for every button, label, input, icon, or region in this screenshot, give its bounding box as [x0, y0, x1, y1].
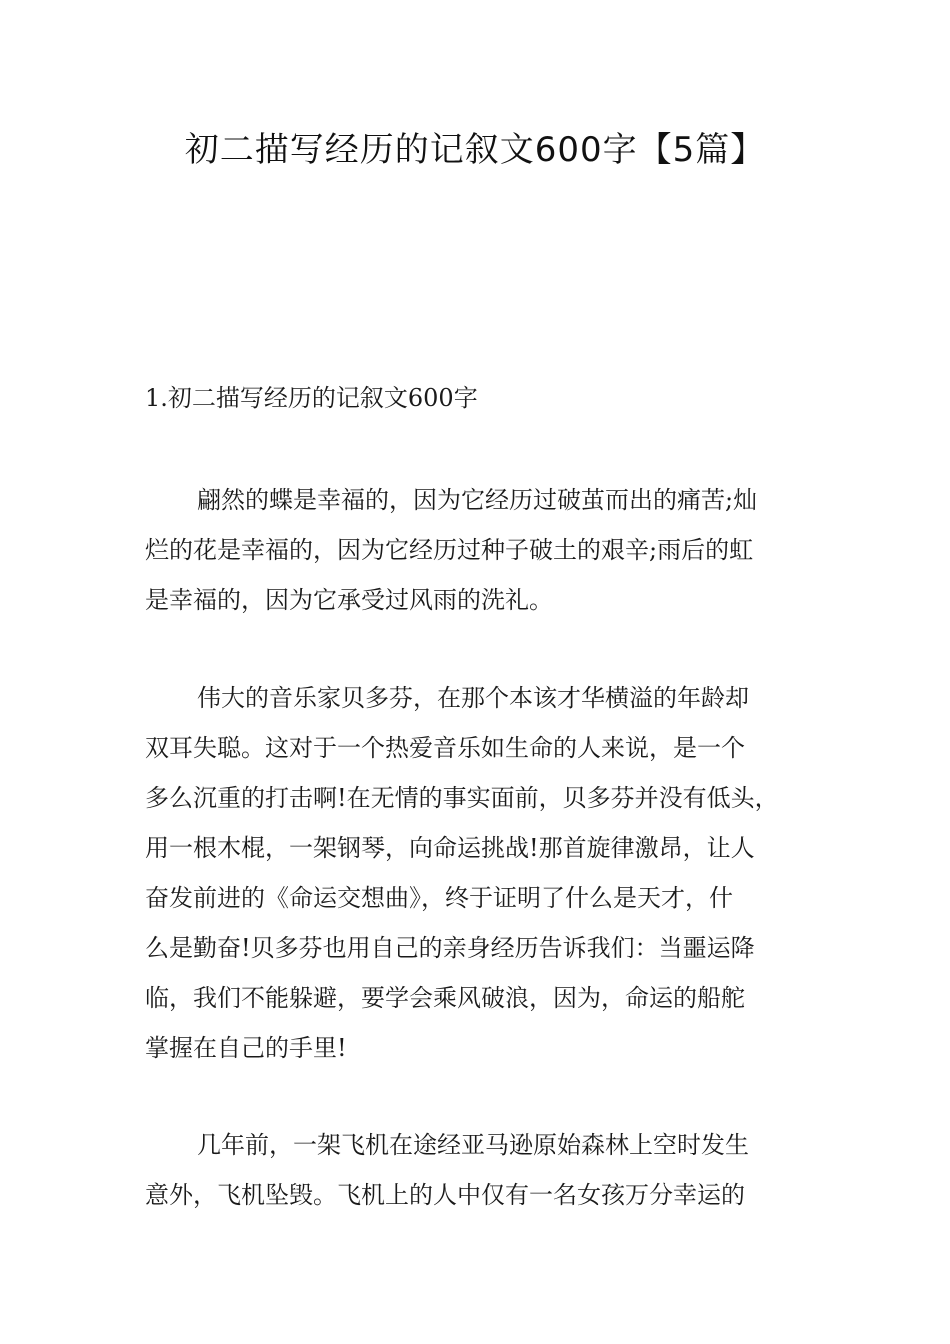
paragraph-line: 掌握在自己的手里!: [145, 1034, 347, 1062]
paragraph-line: 伟大的音乐家贝多芬，在那个本该才华横溢的年龄却: [197, 684, 749, 712]
paragraph-line: 么是勤奋!贝多芬也用自己的亲身经历告诉我们：当噩运降: [145, 934, 755, 962]
paragraph-line: 奋发前进的《命运交想曲》，终于证明了什么是天才，什: [145, 884, 733, 912]
section-heading: 1.初二描写经历的记叙文600字: [145, 384, 478, 412]
paragraph-line: 翩然的蝶是幸福的，因为它经历过破茧而出的痛苦;灿: [197, 486, 758, 514]
paragraph-line: 几年前，一架飞机在途经亚马逊原始森林上空时发生: [197, 1131, 749, 1159]
paragraph-line: 意外，飞机坠毁。飞机上的人中仅有一名女孩万分幸运的: [145, 1181, 745, 1209]
paragraph-beethoven: [145, 673, 825, 1073]
paragraph-line: 用一根木棍，一架钢琴，向命运挑战!那首旋律激昂，让人: [145, 834, 755, 862]
paragraph-line: 多么沉重的打击啊!在无情的事实面前，贝多芬并没有低头，: [145, 784, 779, 812]
document-title: 初二描写经历的记叙文600字【5篇】: [184, 130, 766, 170]
paragraph-line: 双耳失聪。这对于一个热爱音乐如生命的人来说，是一个: [145, 734, 745, 762]
paragraph-line: 烂的花是幸福的，因为它经历过种子破土的艰辛;雨后的虹: [145, 536, 754, 564]
paragraph-line: 是幸福的，因为它承受过风雨的洗礼。: [145, 586, 553, 614]
paragraph-butterfly: [145, 475, 825, 625]
paragraph-line: 临，我们不能躲避，要学会乘风破浪，因为，命运的船舵: [145, 984, 745, 1012]
paragraph-plane-crash: [145, 1120, 825, 1220]
